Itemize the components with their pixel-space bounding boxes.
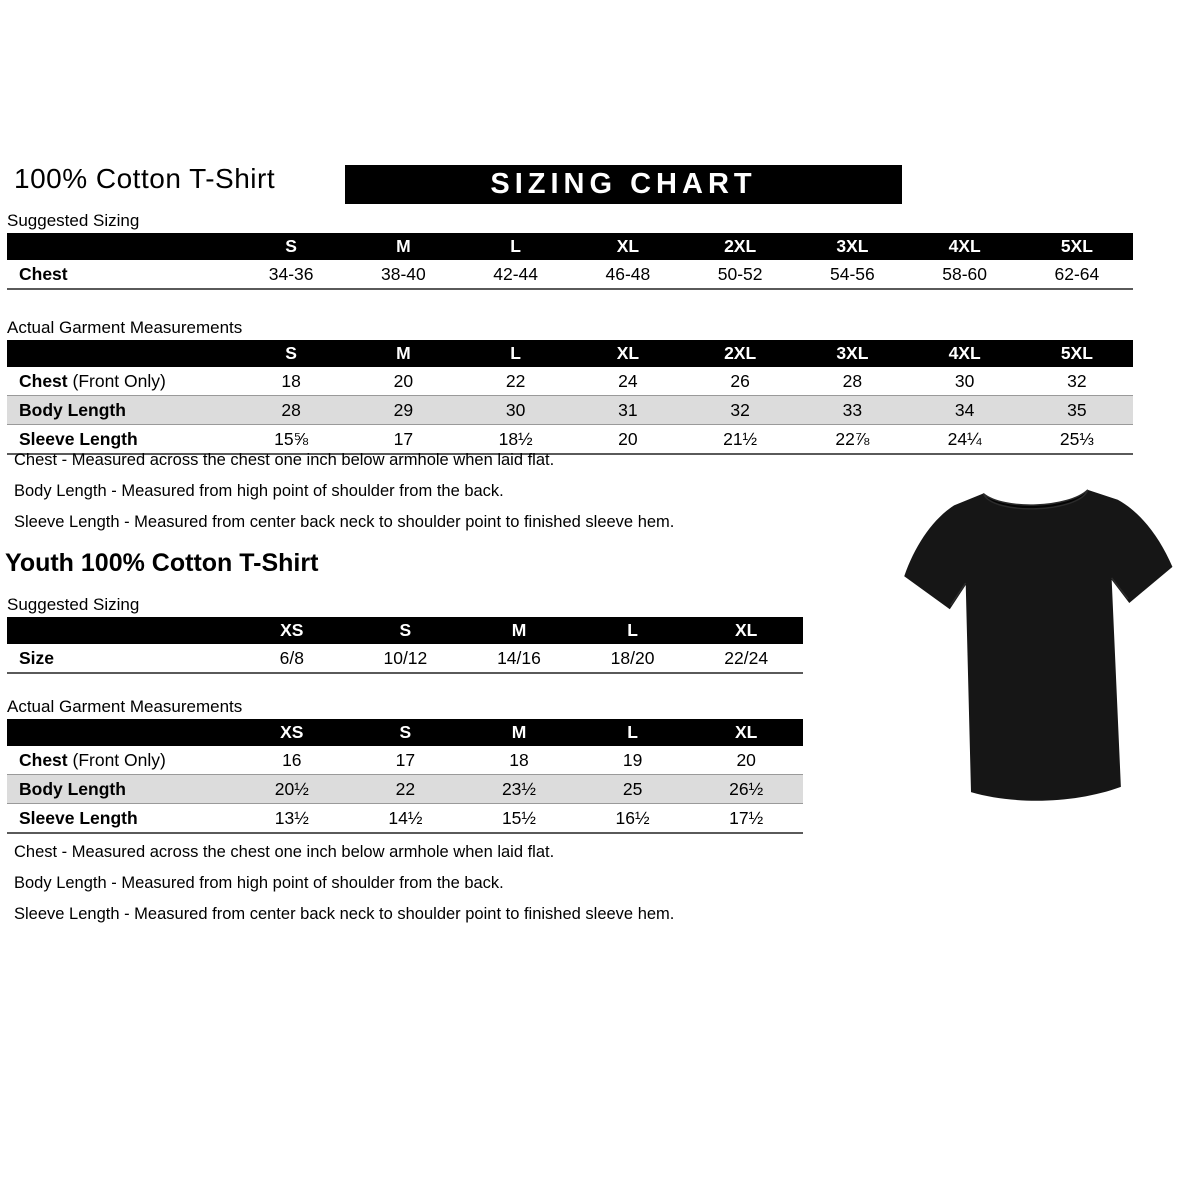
table-cell: 18½: [460, 425, 572, 455]
column-header-xs: XS: [235, 719, 349, 746]
table-row: [7, 775, 803, 804]
adult-suggested-table: [7, 233, 1133, 290]
table-cell: 15½: [462, 804, 576, 834]
table-cell: 15⅝: [235, 425, 347, 455]
adult-actual-table: [7, 340, 1133, 455]
table-cell: 30: [909, 367, 1021, 396]
table-cell: 20: [689, 746, 803, 775]
adult-measurement-notes: [14, 451, 674, 544]
column-header-s: S: [235, 233, 347, 260]
column-header-m: M: [462, 719, 576, 746]
note-sleeve-length: Sleeve Length - Measured from center back neck to shoulder point to finished sleeve hem.: [14, 905, 675, 923]
table-cell: 18: [235, 367, 347, 396]
table-cell: 23½: [462, 775, 576, 804]
row-label: Chest (Front Only): [7, 367, 235, 396]
table-row: [7, 260, 1133, 289]
table-row: [7, 804, 803, 834]
table-cell: 16½: [576, 804, 690, 834]
table-cell: 25: [576, 775, 690, 804]
banner-text: SIZING CHART: [490, 168, 757, 200]
column-header-blank: [7, 719, 235, 746]
table-cell: 54-56: [796, 260, 908, 289]
row-label: Body Length: [7, 396, 235, 425]
black-tshirt-image: [887, 469, 1195, 827]
table-cell: 32: [684, 396, 796, 425]
row-label: Sleeve Length: [7, 804, 235, 834]
table-cell: 18: [462, 746, 576, 775]
table-cell: 34-36: [235, 260, 347, 289]
youth-title: Youth 100% Cotton T-Shirt: [5, 549, 319, 577]
column-header-blank: [7, 233, 235, 260]
note-sleeve-length: Sleeve Length - Measured from center back neck to shoulder point to finished sleeve hem.: [14, 513, 675, 531]
column-header-3xl: 3XL: [796, 340, 908, 367]
table-cell: 22: [460, 367, 572, 396]
table-cell: 14/16: [462, 644, 576, 673]
header-row: [7, 340, 1133, 367]
column-header-s: S: [349, 617, 463, 644]
table-cell: 21½: [684, 425, 796, 455]
youth-suggested-sizing-label: Suggested Sizing: [7, 595, 140, 614]
column-header-2xl: 2XL: [684, 233, 796, 260]
table-cell: 22⅞: [796, 425, 908, 455]
table-cell: 25⅓: [1021, 425, 1133, 455]
table-cell: 18/20: [576, 644, 690, 673]
table-row: [7, 746, 803, 775]
table-cell: 34: [909, 396, 1021, 425]
header-row: [7, 617, 803, 644]
table-row: [7, 396, 1133, 425]
table-cell: 13½: [235, 804, 349, 834]
tshirt-illustration: [887, 469, 1195, 827]
table-cell: 28: [796, 367, 908, 396]
table-cell: 6/8: [235, 644, 349, 673]
row-label: Chest: [7, 260, 235, 289]
column-header-xl: XL: [689, 719, 803, 746]
tshirt-body: [901, 487, 1180, 805]
table-cell: 20: [572, 425, 684, 455]
table-cell: 17: [349, 746, 463, 775]
column-header-blank: [7, 617, 235, 644]
youth-measurement-notes: [14, 843, 674, 936]
table-cell: 31: [572, 396, 684, 425]
column-header-l: L: [460, 233, 572, 260]
youth-suggested-table: [7, 617, 803, 674]
table-cell: 17½: [689, 804, 803, 834]
table-cell: 20: [347, 367, 459, 396]
column-header-l: L: [460, 340, 572, 367]
table-cell: 42-44: [460, 260, 572, 289]
table-cell: 19: [576, 746, 690, 775]
table-cell: 62-64: [1021, 260, 1133, 289]
column-header-m: M: [347, 340, 459, 367]
table-cell: 24¼: [909, 425, 1021, 455]
table-cell: 14½: [349, 804, 463, 834]
column-header-xl: XL: [689, 617, 803, 644]
table-cell: 35: [1021, 396, 1133, 425]
table-cell: 50-52: [684, 260, 796, 289]
column-header-l: L: [576, 617, 690, 644]
row-label: Sleeve Length: [7, 425, 235, 455]
column-header-m: M: [462, 617, 576, 644]
table-cell: 22: [349, 775, 463, 804]
row-label: Chest (Front Only): [7, 746, 235, 775]
column-header-xl: XL: [572, 233, 684, 260]
table-cell: 29: [347, 396, 459, 425]
column-header-s: S: [235, 340, 347, 367]
table-cell: 22/24: [689, 644, 803, 673]
adult-title: 100% Cotton T-Shirt: [14, 163, 276, 194]
table-cell: 24: [572, 367, 684, 396]
column-header-2xl: 2XL: [684, 340, 796, 367]
header-row: [7, 233, 1133, 260]
table-cell: 26½: [689, 775, 803, 804]
table-cell: 33: [796, 396, 908, 425]
column-header-xl: XL: [572, 340, 684, 367]
table-cell: 28: [235, 396, 347, 425]
youth-actual-table: [7, 719, 803, 834]
table-cell: 26: [684, 367, 796, 396]
header-row: [7, 719, 803, 746]
table-cell: 38-40: [347, 260, 459, 289]
table-cell: 32: [1021, 367, 1133, 396]
column-header-blank: [7, 340, 235, 367]
table-cell: 16: [235, 746, 349, 775]
column-header-4xl: 4XL: [909, 340, 1021, 367]
adult-suggested-sizing-label: Suggested Sizing: [7, 211, 140, 230]
sizing-chart-banner: [345, 165, 902, 204]
column-header-xs: XS: [235, 617, 349, 644]
column-header-4xl: 4XL: [909, 233, 1021, 260]
youth-actual-measurements-label: Actual Garment Measurements: [7, 697, 243, 716]
row-label: Body Length: [7, 775, 235, 804]
note-body-length: Body Length - Measured from high point of shoulder from the back.: [14, 482, 504, 500]
table-cell: 46-48: [572, 260, 684, 289]
table-row: [7, 367, 1133, 396]
table-row: [7, 425, 1133, 455]
adult-actual-measurements-label: Actual Garment Measurements: [7, 318, 243, 337]
column-header-3xl: 3XL: [796, 233, 908, 260]
table-cell: 58-60: [909, 260, 1021, 289]
row-label: Size: [7, 644, 235, 673]
column-header-l: L: [576, 719, 690, 746]
column-header-5xl: 5XL: [1021, 233, 1133, 260]
table-row: [7, 644, 803, 673]
note-chest: Chest - Measured across the chest one inch below armhole when laid flat.: [14, 843, 555, 861]
note-chest: Chest - Measured across the chest one inch below armhole when laid flat.: [14, 451, 555, 469]
table-cell: 10/12: [349, 644, 463, 673]
column-header-5xl: 5XL: [1021, 340, 1133, 367]
column-header-m: M: [347, 233, 459, 260]
table-cell: 20½: [235, 775, 349, 804]
note-body-length: Body Length - Measured from high point of shoulder from the back.: [14, 874, 504, 892]
column-header-s: S: [349, 719, 463, 746]
table-cell: 30: [460, 396, 572, 425]
table-cell: 17: [347, 425, 459, 455]
